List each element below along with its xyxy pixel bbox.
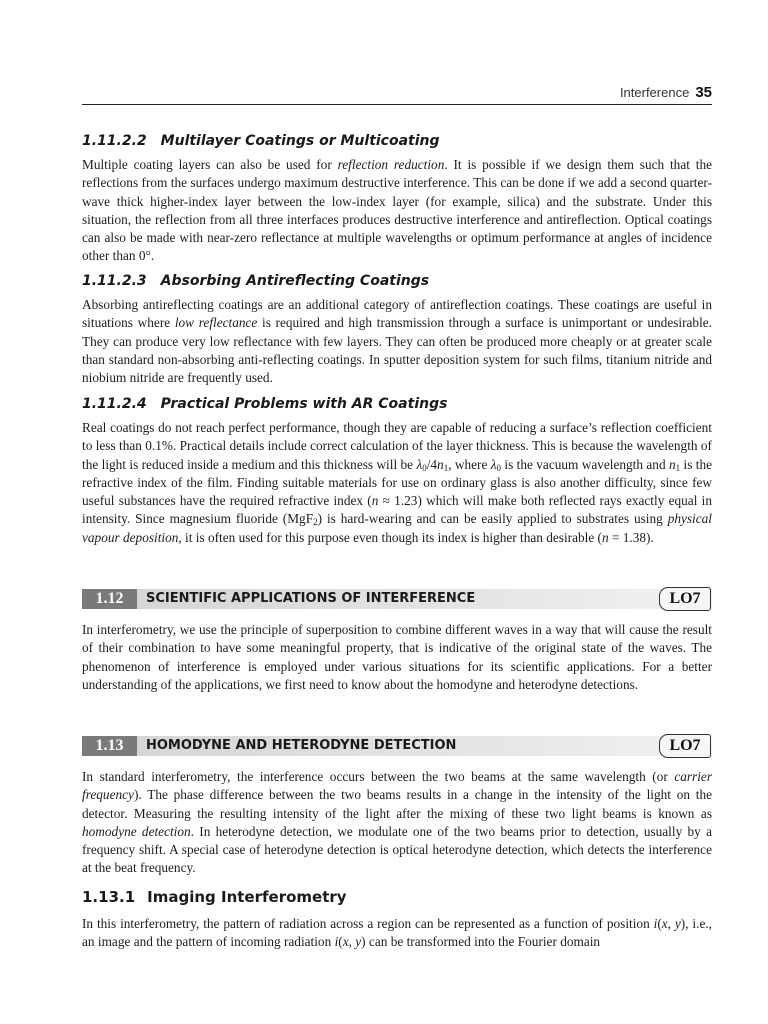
- subsection-number: 1.13.1: [82, 888, 136, 906]
- section-title: HOMODYNE AND HETERODYNE DETECTION: [146, 738, 457, 753]
- subsection-number: 1.11.2.3: [82, 273, 147, 289]
- section-heading-bar: [82, 589, 712, 609]
- subsection-heading: [82, 273, 712, 289]
- header-rule: [82, 104, 712, 105]
- subsection-heading: [82, 133, 712, 149]
- subsection-number: 1.11.2.4: [82, 396, 147, 412]
- paragraph: Absorbing antireflecting coatings are an additional category of antireflection coatings. These coatings are useful in situations where low reflectance is required and high transmission through a surface is unimportant or undesirable. They can produce very low reflectance with few layers. They can often be produced more cheaply or at greater scale than standard non-absorbing anti-reflecting coatings. In sputter deposition system for such films, titanium nitride and niobium nitride are frequently used.: [82, 297, 712, 386]
- section-title: SCIENTIFIC APPLICATIONS OF INTERFERENCE: [146, 591, 476, 606]
- subsection-heading: [82, 888, 712, 906]
- paragraph: In interferometry, we use the principle of superposition to combine different waves in a way that will cause the result of their combination to have some meaningful property, that is indicative of the original state of the waves. The phenomenon of interference is employed under various situations for its scientific applications. For a better understanding of the applications, we first need to know about the homodyne and heterodyne detections.: [82, 622, 712, 692]
- subsection-title: Absorbing Antireflecting Coatings: [160, 273, 430, 289]
- learning-objective-tag: LO7: [659, 734, 711, 758]
- paragraph: In standard interferometry, the interference occurs between the two beams at the same wavelength (or carrier frequency). The phase difference between the two beams results in a change in the intensity of the light on the detector. Measuring the resulting intensity of the light after the mixing of these two light beams is known as homodyne detection. In heterodyne detection, we modulate one of the two beams prior to detection, usually by a frequency shift. A special case of heterodyne detection is optical heterodyne detection, which detects the interference at the beat frequency.: [82, 769, 712, 876]
- section-heading-bar: [82, 736, 712, 756]
- paragraph: Multiple coating layers can also be used for reflection reduction. It is possible if we design them such that the reflections from the surfaces undergo maximum destructive interference. This can be done if we add a second quarter-wave thick higher-index layer between the low-index layer (for example, silica) and the substrate. Under this situation, the reflection from all three interfaces produces destructive interference and antireflection. Optical coatings can also be made with near-zero reflectance at multiple wavelengths or optimum performance at angles of incidence other than 0°.: [82, 157, 712, 264]
- subsection-title: Imaging Interferometry: [147, 888, 347, 906]
- learning-objective-tag: LO7: [659, 587, 711, 611]
- paragraph: Real coatings do not reach perfect performance, though they are capable of reducing a surface’s reflection coefficient to less than 0.1%. Practical details include correct calculation of the layer thickness. This is because the wavelength of the light is reduced inside a medium and this thickness will be $\lambda_0/4n_1$, where $\lambda_0$ is the vacuum wavelength and $n_1$ is the refractive index of the film. Finding suitable materials for use on ordinary glass is also another difficulty, since few useful substances have the required refractive index (n ≈ 1.23) which will make both reflected rays exactly equal in intensity. Since magnesium fluoride (MgF$_2$) is hard-wearing and can be easily applied to substrates using physical vapour deposition, it is often used for this purpose even though its index is higher than desirable (n = 1.38).: [82, 420, 713, 545]
- page-number: 35: [695, 84, 712, 101]
- running-header: [620, 84, 712, 101]
- subsection-heading: [82, 396, 712, 412]
- subsection-title: Practical Problems with AR Coatings: [160, 396, 448, 412]
- running-title: Interference: [619, 85, 690, 100]
- paragraph: In this interferometry, the pattern of radiation across a region can be represented as a function of position i(x, y), i.e., an image and the pattern of incoming radiation i(x, y) can be transformed into the Fourier domain: [82, 916, 712, 950]
- section-number: 1.13: [82, 736, 137, 756]
- subsection-title: Multilayer Coatings or Multicoating: [160, 133, 440, 149]
- section-number: 1.12: [82, 589, 137, 609]
- subsection-number: 1.11.2.2: [82, 133, 147, 149]
